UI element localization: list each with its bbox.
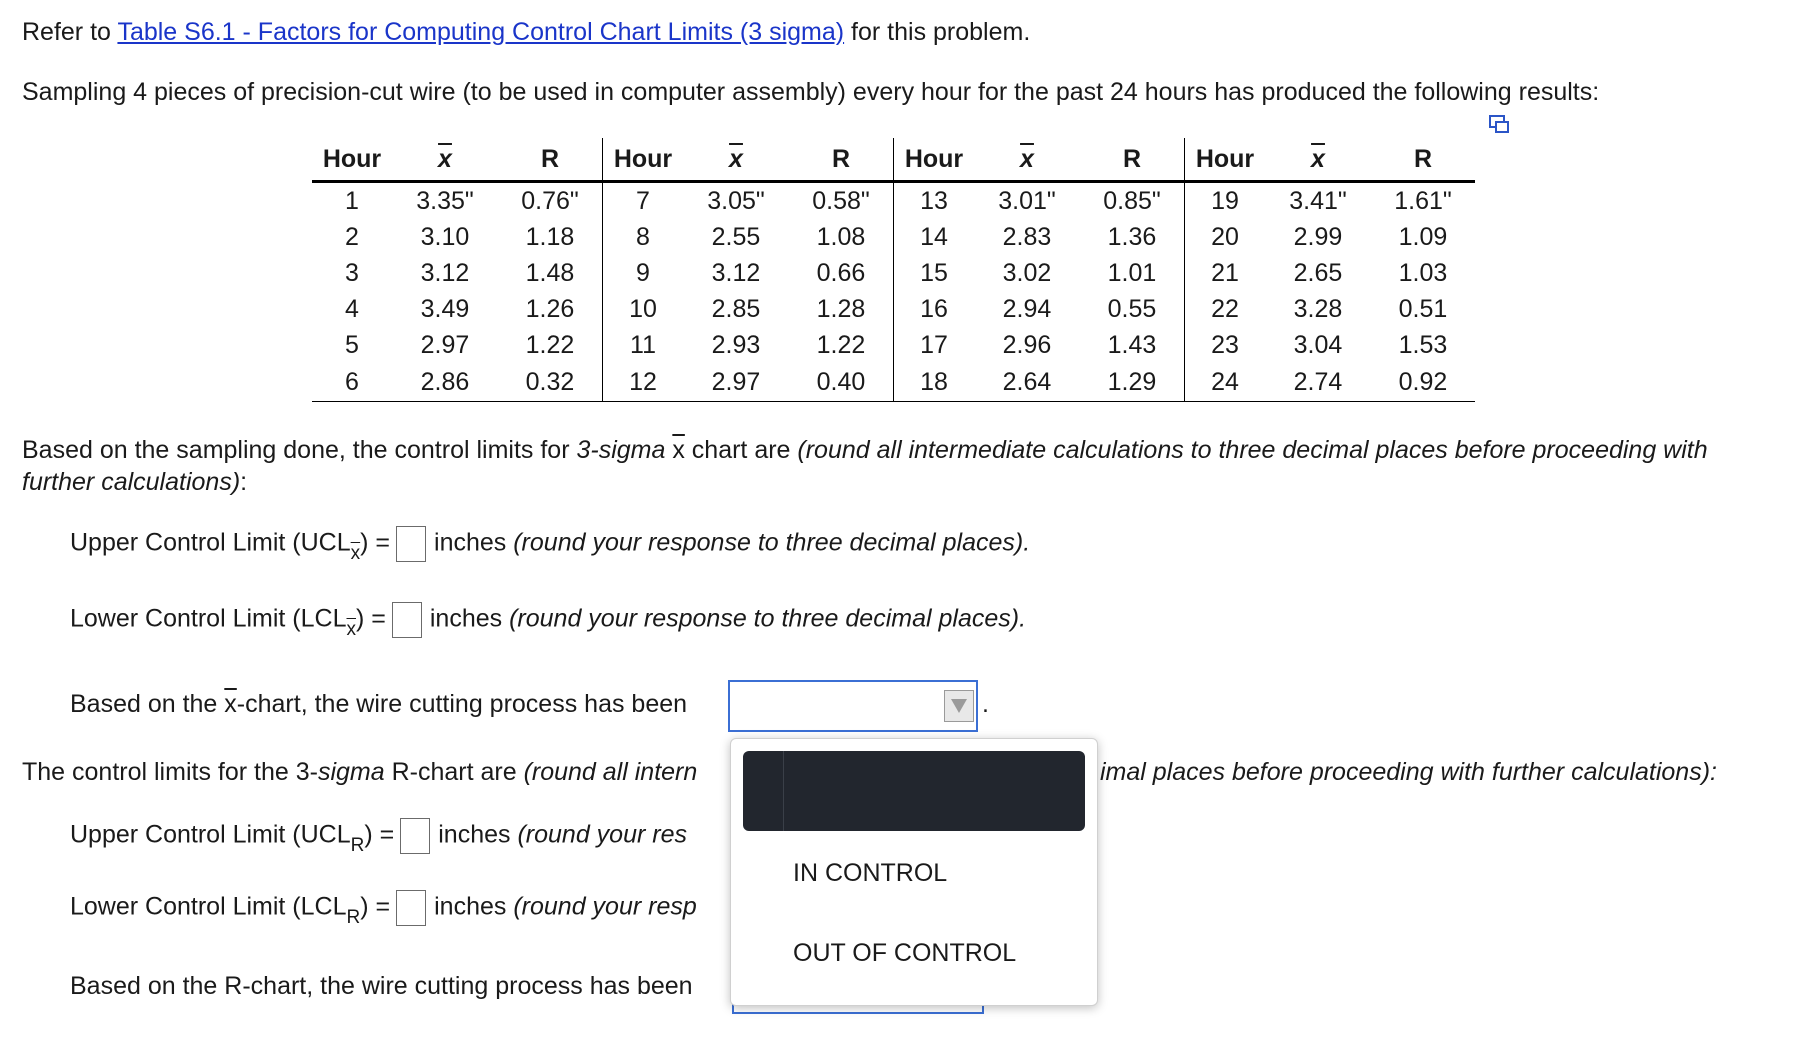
cell: 1.28 (816, 294, 866, 323)
ucl-xbar-row: Upper Control Limit $(UCL_{\overline{x}})$ = inches (round your response to three decimal places). (70, 526, 1030, 562)
cell: 3 (345, 258, 359, 287)
cell: 1.43 (1107, 330, 1157, 359)
cell: 1.18 (525, 222, 575, 251)
cell: 1.36 (1107, 222, 1157, 251)
dropdown-blank-option[interactable] (743, 751, 1085, 831)
cell: 2.83 (1002, 222, 1052, 251)
cell: 3.05" (707, 186, 765, 215)
cell: 3.02 (1002, 258, 1052, 287)
cell: 2 (345, 222, 359, 251)
cell: 0.66 (816, 258, 866, 287)
cell: 0.58" (812, 186, 870, 215)
cell: 9 (603, 255, 684, 291)
cell: 8 (603, 219, 684, 255)
dropdown-menu (730, 738, 1098, 1006)
cell: 18 (894, 363, 975, 402)
table-header-row (312, 138, 1475, 182)
xbar-instructions-cont: further calculations): (22, 468, 248, 496)
cell: 2.65 (1293, 258, 1343, 287)
r-instructions: The control limits for the 3-sigma R-chart are (round all intern (22, 758, 698, 786)
ucl-r-input[interactable] (400, 818, 430, 854)
cell: 22 (1185, 291, 1266, 327)
cell: 23 (1185, 327, 1266, 363)
xbar-instructions: Based on the sampling done, the control limits for 3-sigma $\overline{x}$ chart are (round all intermediate calculations to three decimal places before proceeding with (22, 436, 1708, 464)
cell: 0.76" (521, 186, 579, 215)
cell: 3.12 (711, 258, 761, 287)
cell: 2.97 (420, 330, 470, 359)
header-xbar: $\overline{x}$ (392, 138, 498, 182)
cell: 13 (894, 182, 975, 220)
cell: 1.03 (1398, 258, 1448, 287)
r-instructions-tail: imal places before proceeding with further calculations): (1100, 758, 1717, 786)
cell: 2.96 (1002, 330, 1052, 359)
cell: 12 (603, 363, 684, 402)
xchart-status-dropdown[interactable] (728, 680, 978, 732)
cell: 0.40 (789, 363, 894, 402)
cell: 3.49 (420, 294, 470, 323)
wire-sample-table (312, 138, 1475, 402)
table-row (312, 255, 1475, 291)
cell: 11 (603, 327, 684, 363)
cell: 1.09 (1398, 222, 1448, 251)
cell: 2.86 (392, 363, 498, 402)
cell: 14 (894, 219, 975, 255)
header-hour: Hour (1185, 138, 1266, 182)
cell: 3.12 (420, 258, 470, 287)
intro-prefix: Refer to (22, 18, 118, 46)
cell: 24 (1185, 363, 1266, 402)
lcl-xbar-row: Lower Control Limit $(LCL_{\overline{x}})$ = inches (round your response to three decimal places). (70, 602, 1026, 638)
lcl-xbar-input[interactable] (392, 602, 422, 638)
cell: 17 (894, 327, 975, 363)
cell: 1 (345, 186, 359, 215)
cell: 1.48 (525, 258, 575, 287)
lcl-r-row: Lower Control Limit $(LCL_R)$ = inches (round your resp (70, 890, 697, 926)
header-r: R (1080, 138, 1185, 182)
cell: 2.64 (974, 363, 1080, 402)
problem-statement: Sampling 4 pieces of precision-cut wire (to be used in computer assembly) every hour for the past 24 hours has produced the following results: (22, 78, 1600, 106)
copy-table-icon[interactable] (1488, 114, 1510, 136)
table-row (312, 182, 1475, 220)
table-row (312, 363, 1475, 402)
cell: 1.08 (816, 222, 866, 251)
cell: 1.22 (525, 330, 575, 359)
xchart-question: Based on the $\overline{x}$-chart, the wire cutting process has been (70, 690, 688, 718)
header-hour: Hour (894, 138, 975, 182)
cell: 1.53 (1398, 330, 1448, 359)
table-row (312, 291, 1475, 327)
header-xbar: $\overline{x}$ (1265, 138, 1371, 182)
cell: 2.55 (711, 222, 761, 251)
cell: 7 (603, 182, 684, 220)
rchart-question: Based on the R-chart, the wire cutting process has been (70, 972, 693, 1000)
header-r: R (1371, 138, 1475, 182)
cell: 2.93 (711, 330, 761, 359)
cell: 20 (1185, 219, 1266, 255)
header-xbar: $\overline{x}$ (683, 138, 789, 182)
cell: 3.01" (998, 186, 1056, 215)
cell: 0.32 (498, 363, 603, 402)
cell: 1.26 (525, 294, 575, 323)
cell: 1.61" (1394, 186, 1452, 215)
cell: 0.85" (1103, 186, 1161, 215)
cell: 1.22 (816, 330, 866, 359)
cell: 3.28 (1293, 294, 1343, 323)
cell: 3.10 (420, 222, 470, 251)
cell: 0.51 (1398, 294, 1448, 323)
header-xbar: $\overline{x}$ (974, 138, 1080, 182)
table-row (312, 219, 1475, 255)
chevron-down-icon[interactable] (944, 690, 974, 722)
cell: 15 (894, 255, 975, 291)
cell: 2.97 (683, 363, 789, 402)
cell: 0.92 (1371, 363, 1475, 402)
ucl-xbar-input[interactable] (396, 526, 426, 562)
cell: 5 (345, 330, 359, 359)
cell: 1.01 (1107, 258, 1157, 287)
header-r: R (789, 138, 894, 182)
cell: 3.04 (1293, 330, 1343, 359)
cell: 2.94 (1002, 294, 1052, 323)
cell: 2.85 (711, 294, 761, 323)
cell: 10 (603, 291, 684, 327)
option-in-control[interactable]: IN CONTROL (793, 859, 948, 887)
header-hour: Hour (603, 138, 684, 182)
header-hour: Hour (312, 138, 392, 182)
cell: 21 (1185, 255, 1266, 291)
cell: 1.29 (1080, 363, 1185, 402)
cell: 3.41" (1289, 186, 1347, 215)
cell: 2.74 (1265, 363, 1371, 402)
cell: 3.35" (416, 186, 474, 215)
cell: 2.99 (1293, 222, 1343, 251)
header-r: R (498, 138, 603, 182)
option-out-of-control[interactable]: OUT OF CONTROL (793, 939, 1017, 967)
cell: 0.55 (1107, 294, 1157, 323)
xchart-period: . (982, 690, 989, 718)
table-s6-link[interactable]: Table S6.1 - Factors for Computing Control Chart Limits (3 sigma) (117, 18, 845, 46)
table-row (312, 327, 1475, 363)
lcl-r-input[interactable] (396, 890, 426, 926)
cell: 16 (894, 291, 975, 327)
cell: 4 (345, 294, 359, 323)
intro-line (22, 18, 1030, 47)
cell: 6 (312, 363, 392, 402)
ucl-r-row: Upper Control Limit $(UCL_R)$ = inches (round your res (70, 818, 687, 854)
intro-suffix: for this problem. (844, 18, 1031, 46)
cell: 19 (1185, 182, 1266, 220)
